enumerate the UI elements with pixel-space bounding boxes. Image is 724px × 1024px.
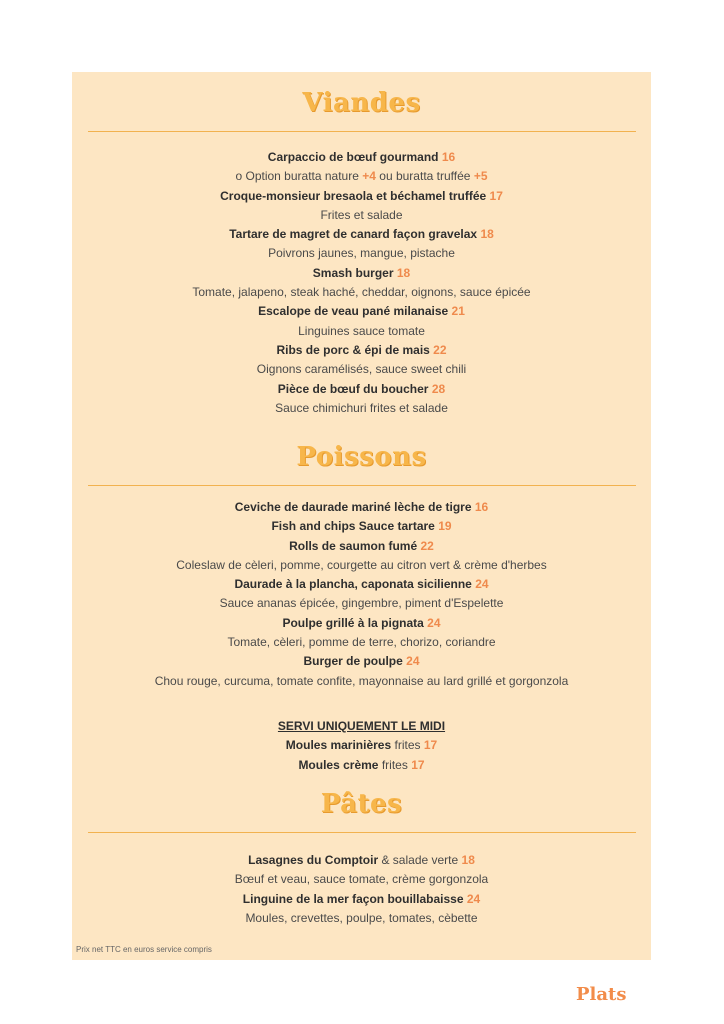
- menu-item: Ribs de porc & épi de mais 22: [276, 342, 447, 357]
- menu-item-description: Frites et salade: [320, 207, 403, 222]
- menu-item: Linguine de la mer façon bouillabaisse 24: [242, 891, 481, 906]
- section-title-viandes: Viandes: [302, 88, 421, 118]
- menu-item-description: Sauce chimichuri frites et salade: [275, 400, 448, 415]
- section-divider: [88, 832, 636, 833]
- menu-item-description: Coleslaw de cèleri, pomme, courgette au citron vert & crème d'herbes: [176, 557, 547, 572]
- menu-item: Poulpe grillé à la pignata 24: [282, 615, 441, 630]
- menu-item: Pièce de bœuf du boucher 28: [277, 381, 446, 396]
- menu-item: Carpaccio de bœuf gourmand 16: [267, 150, 456, 164]
- menu-item: Moules crème frites 17: [298, 757, 425, 772]
- viandes-list: [72, 148, 651, 418]
- menu-item: Lasagnes du Comptoir & salade verte 18: [248, 853, 475, 867]
- midi-note: SERVI UNIQUEMENT LE MIDI: [277, 719, 446, 733]
- menu-item-description: Chou rouge, curcuma, tomate confite, mayonnaise au lard grillé et gorgonzola: [154, 673, 569, 688]
- menu-item: Moules marinières frites 17: [285, 738, 438, 753]
- page-category-tag: Plats: [576, 984, 627, 1005]
- midi-block: [72, 717, 651, 775]
- menu-item: Rolls de saumon fumé 22: [289, 538, 434, 553]
- pates-list: [72, 851, 651, 928]
- menu-item-description: Poivrons jaunes, mangue, pistache: [268, 246, 455, 261]
- section-title-poissons: Poissons: [296, 442, 427, 472]
- section-divider: [88, 131, 636, 132]
- menu-item: Daurade à la plancha, caponata sicilienne 24: [234, 577, 489, 592]
- menu-item: Smash burger 18: [312, 265, 411, 280]
- menu-item: Tartare de magret de canard façon gravelax 18: [229, 227, 494, 242]
- section-title-pates: Pâtes: [320, 789, 403, 819]
- menu-item-description: Oignons caramélisés, sauce sweet chili: [256, 362, 467, 377]
- menu-item-description: Moules, crevettes, poulpe, tomates, cèbette: [245, 910, 478, 925]
- menu-item-description: Tomate, cèleri, pomme de terre, chorizo, coriandre: [227, 635, 496, 650]
- menu-item-description: Sauce ananas épicée, gingembre, piment d'Espelette: [219, 596, 504, 611]
- menu-item-description: Bœuf et veau, sauce tomate, crème gorgonzola: [234, 872, 489, 887]
- menu-item: Fish and chips Sauce tartare 19: [271, 519, 452, 534]
- menu-item-option: o Option buratta nature +4 ou buratta truffée +5: [235, 169, 488, 184]
- menu-item: Croque-monsieur bresaola et béchamel truffée 17: [220, 188, 503, 203]
- poissons-list: [72, 498, 651, 691]
- menu-item: Ceviche de daurade mariné lèche de tigre 16: [234, 500, 489, 514]
- menu-item: Burger de poulpe 24: [303, 654, 420, 669]
- menu-item-description: Linguines sauce tomate: [298, 323, 425, 338]
- price-fineprint: Prix net TTC en euros service compris: [76, 945, 212, 954]
- menu-card: [72, 72, 651, 960]
- menu-item: Escalope de veau pané milanaise 21: [258, 304, 465, 319]
- menu-item-description: Tomate, jalapeno, steak haché, cheddar, oignons, sauce épicée: [192, 285, 531, 300]
- section-divider: [88, 485, 636, 486]
